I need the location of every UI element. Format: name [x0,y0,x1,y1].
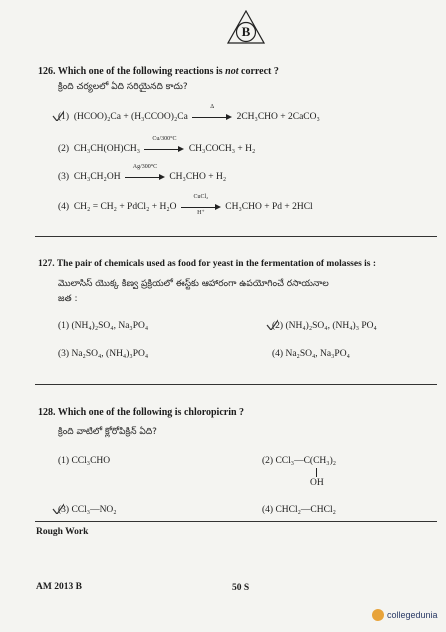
question-126: 126. Which one of the following reactions is not correct ? [38,66,279,77]
exam-code: AM 2013 B [36,582,82,592]
question-127: 127. The pair of chemicals used as food for yeast in the fermentation of molasses is : [38,259,377,269]
q126-option-2: (2) CH₃CH(OH)CH₃ Cu/300°C CH₃COCH₃ + H₂ [58,136,256,154]
question-127-telugu-line2: జత : [58,294,78,304]
q128-option-3: (3) CCl₃—NO₂ [58,505,117,515]
question-128: 128. Which one of the following is chloropicrin ? [38,407,245,418]
q128-option-1: (1) CCl₃CHO [58,456,111,466]
tick-mark-icon [266,318,278,330]
q126-option-3: (3) CH₃CH₂OH Ag/300°C CH₃CHO + H₂ [58,164,227,182]
q127-option-3: (3) Na₂SO₄, (NH₄)₃PO₄ [58,349,149,359]
tick-mark-icon [52,502,64,514]
reaction-arrow: Δ [192,112,232,121]
q127-option-2: (2) (NH₄)₂SO₄, (NH₄)₃ PO₄ [272,321,377,331]
q127-option-4: (4) Na₂SO₄, Na₃PO₄ [272,349,350,359]
q128-option-2: (2) CCl₃—C(CH₃)₂ [262,456,337,466]
divider [35,384,437,385]
divider [35,236,437,237]
q126-option-1: (1) (HCOO)₂Ca + (H₃CCOO)₂Ca Δ 2CH₃CHO + 2CaCO₃ [58,104,320,122]
set-b-letter: B [241,24,251,39]
reaction-arrow: Ag/300°C [125,172,165,181]
bond-line [316,468,317,477]
collegedunia-logo-icon [372,609,384,621]
rough-work-label: Rough Work [36,527,89,537]
question-128-telugu: క్రింది వాటిలో క్లోరోపిక్రిన్ ఏది? [58,427,157,437]
brand-name: collegedunia [387,610,438,620]
tick-mark-icon [52,109,64,121]
reaction-arrow: CuCl₂ H⁺ [181,202,221,211]
reaction-arrow: Cu/300°C [144,144,184,153]
page-number: 50 S [232,583,250,593]
q128-option-2-oh: OH [310,478,324,488]
question-126-telugu: క్రింది చర్యలలో ఏది సరియైనది కాదు? [58,82,188,92]
divider [35,521,437,522]
q128-option-4: (4) CHCl₂—CHCl₂ [262,505,336,515]
question-127-telugu-line1: మొలాసిస్ యొక్క కిణ్వ ప్రక్రియలో ఈస్ట్‌కు ఆహారంగా ఉపయోగించే రసాయనాల [58,279,329,289]
q127-option-1: (1) (NH₄)₂SO₄, Na₃PO₄ [58,321,149,331]
q126-option-4: (4) CH₂ = CH₂ + PdCl₂ + H₂O CuCl₂ H⁺ CH₃CHO + Pd + 2HCl [58,194,313,217]
